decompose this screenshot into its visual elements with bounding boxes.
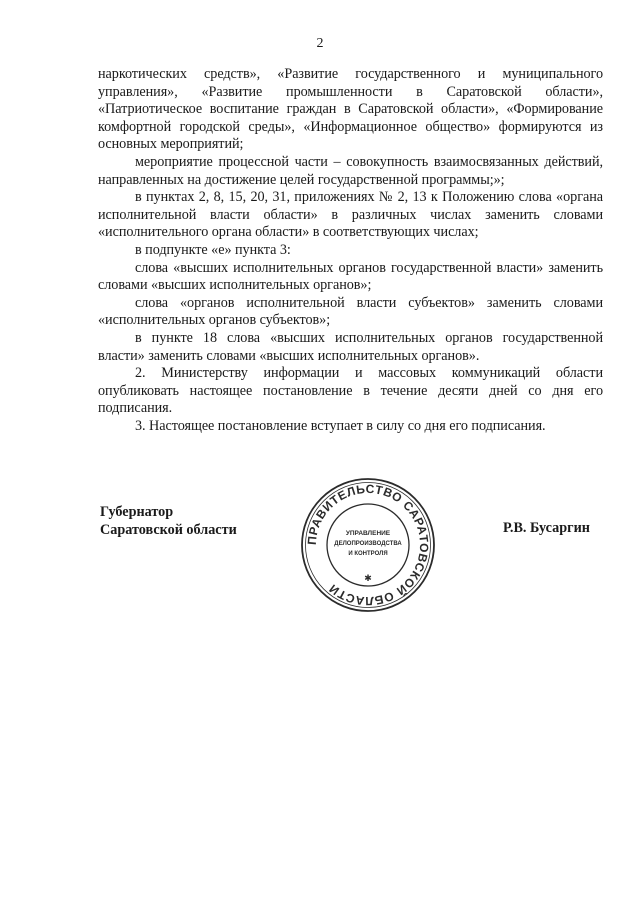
seal-inner-line: И КОНТРОЛЯ [348, 551, 388, 557]
signer-title-line: Губернатор [100, 504, 174, 520]
paragraph: слова «высших исполнительных органов государственной власти» заменить словами «высших исполнительных органов»; [98, 259, 603, 294]
official-seal [298, 475, 438, 615]
paragraph: в подпункте «е» пункта 3: [135, 241, 291, 258]
seal-inner-line: ДЕЛОПРОИЗВОДСТВА [334, 541, 402, 547]
paragraph: 3. Настоящее постановление вступает в силу со дня его подписания. [135, 417, 546, 434]
signer-name: Р.В. Бусаргин [503, 520, 590, 536]
seal-inner-line: УПРАВЛЕНИЕ [345, 530, 391, 537]
paragraph: в пунктах 2, 8, 15, 20, 31, приложениях № 2, 13 к Положению слова «органа исполнительной власти области» в различных числах заменить словами «исполнительного органа области» в соответствующих числах; [98, 189, 603, 241]
paragraph: мероприятие процессной части – совокупность взаимосвязанных действий, направленных на достижение целей государственной программы;»; [98, 153, 603, 188]
seal-star-icon: ✱ [364, 574, 372, 584]
document-body [98, 66, 603, 435]
paragraph: наркотических средств», «Развитие государственного и муниципального управления», «Развитие промышленности в Саратовской области», «Патриотическое воспитание граждан в Саратовской области», «Формирование комфортной городской среды», «Информационное общество» формируются из основных мероприятий; [98, 66, 603, 153]
paragraph: 2. Министерству информации и массовых коммуникаций области опубликовать настоящее постановление в течение десяти дней со дня его подписания. [98, 365, 603, 417]
signer-title-line: Саратовской области [100, 522, 237, 538]
seal-outer-text: ПРАВИТЕЛЬСТВО САРАТОВСКОЙ ОБЛАСТИ [304, 481, 432, 609]
paragraph: в пункте 18 слова «высших исполнительных органов государственной власти» заменить словами «высших исполнительных органов». [98, 329, 603, 364]
paragraph: слова «органов исполнительной власти субъектов» заменить словами «исполнительных органов субъектов»; [98, 294, 603, 329]
signer-title [100, 503, 237, 539]
page-number: 2 [316, 36, 324, 51]
